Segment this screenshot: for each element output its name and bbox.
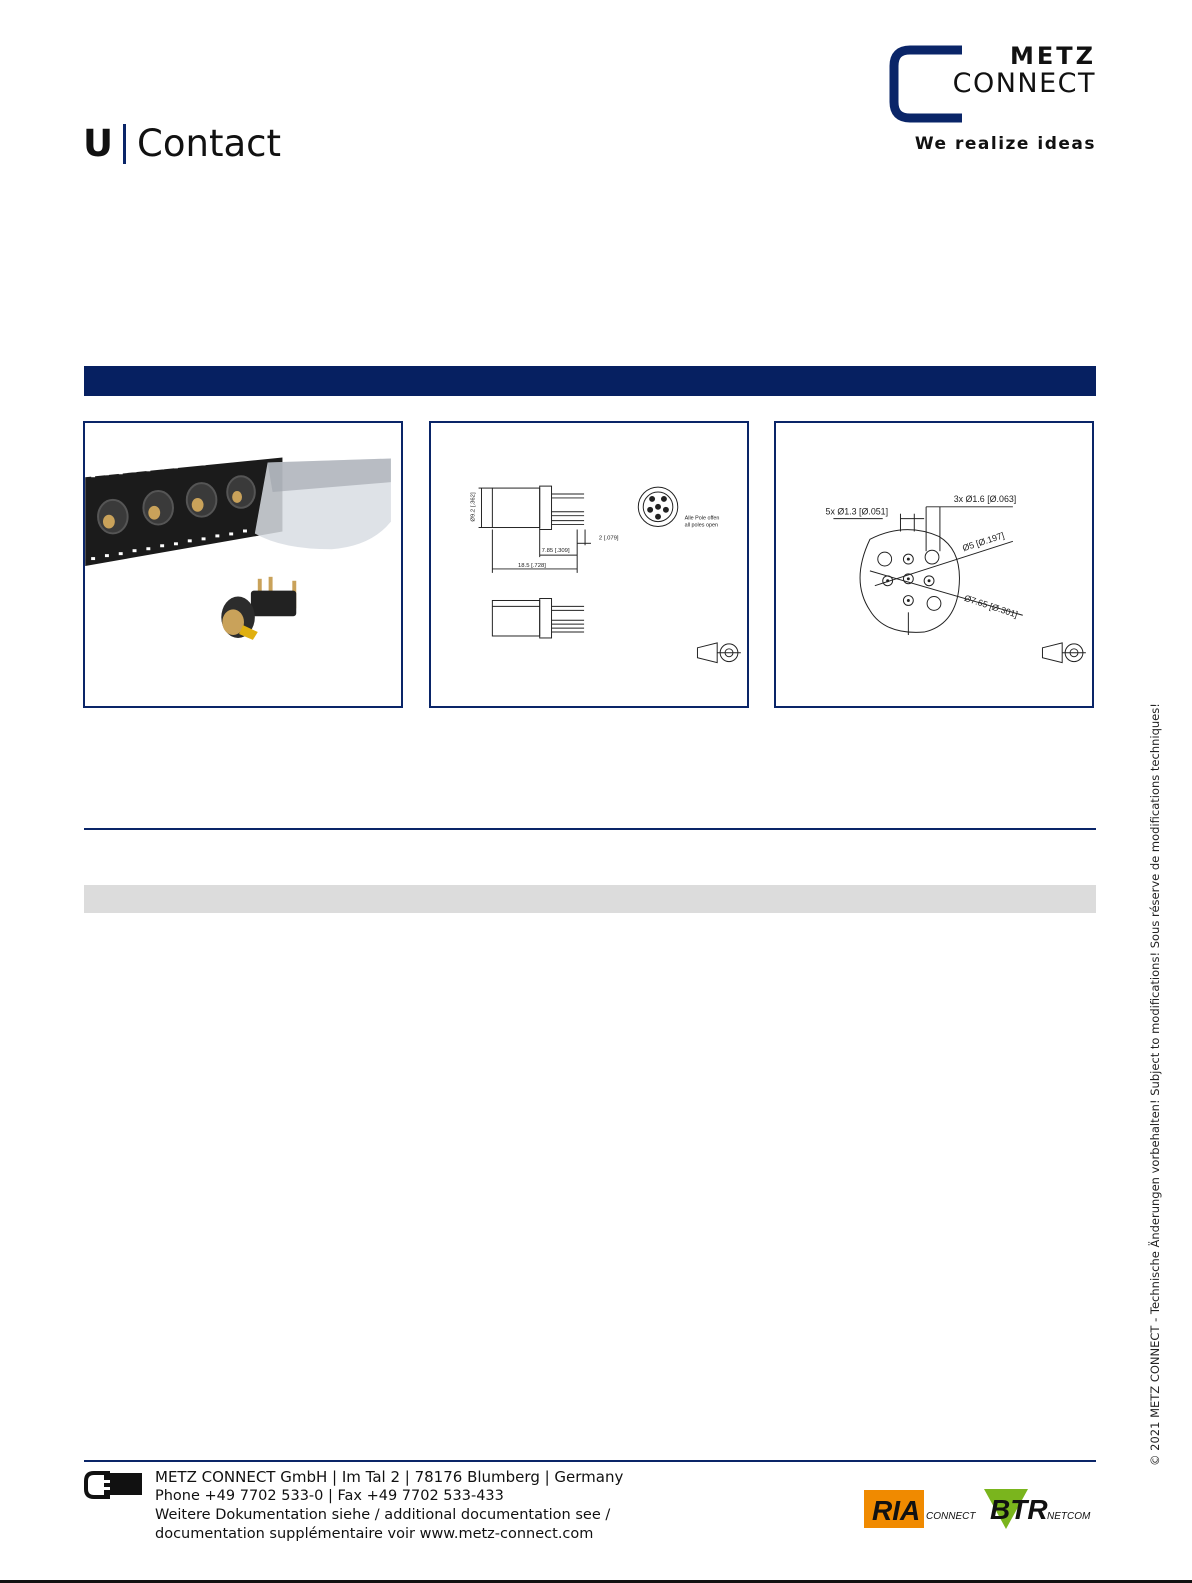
logo-connect: CONNECT	[952, 68, 1096, 99]
dimension-drawing	[431, 423, 747, 706]
brand-word: Contact	[137, 122, 281, 165]
product-photo	[85, 423, 401, 706]
ria-logo-text: RIA	[872, 1495, 921, 1526]
footer-docs-fr-prefix: documentation supplémentaire voir	[155, 1526, 420, 1542]
holes-large-label: 3x Ø1.6 [Ø.063]	[953, 493, 1017, 504]
footer-divider	[84, 1460, 1096, 1462]
ria-connect-logo[interactable]	[864, 1490, 976, 1528]
title-separator	[123, 124, 126, 164]
copyright-side-note: © 2021 METZ CONNECT - Technische Änderungen vorbehalten! Subject to modifications! Sous réserve de modifications techniques!	[1148, 703, 1162, 1466]
dim-height-label: Ø9.2 [.362]	[470, 492, 477, 522]
section-header-bar	[84, 366, 1096, 396]
dimension-drawing-panel	[429, 421, 749, 708]
section-divider	[84, 828, 1096, 830]
dim-small-label: 2 [.079]	[598, 535, 619, 542]
btr-logo-text: BTR	[990, 1494, 1048, 1525]
inner-circle-label: Ø5 [Ø.197]	[961, 530, 1006, 554]
partner-logos	[862, 1487, 1098, 1531]
holes-small-label: 5x Ø1.3 [Ø.051]	[825, 506, 889, 517]
ria-logo-sub: CONNECT	[926, 1511, 976, 1522]
poles-note-en: all poles open	[684, 522, 719, 529]
brand-letter: U	[83, 122, 114, 165]
pcb-layout-drawing	[776, 423, 1092, 706]
gray-section-bar	[84, 885, 1096, 913]
metz-connect-logo[interactable]	[888, 42, 1098, 162]
logo-metz: METZ	[1009, 42, 1096, 70]
metz-connect-plug-icon	[84, 1470, 142, 1500]
btr-netcom-logo[interactable]	[984, 1489, 1091, 1529]
product-photo-panel	[83, 421, 403, 708]
footer-company-line: METZ CONNECT GmbH | Im Tal 2 | 78176 Blumberg | Germany	[155, 1468, 624, 1486]
projection-symbol-icon	[697, 643, 740, 663]
footer-docs-fr-line	[155, 1525, 623, 1544]
btr-logo-sub: NETCOM	[1047, 1511, 1091, 1522]
dim-mid-label: 7.85 [.309]	[541, 548, 570, 555]
pcb-layout-panel	[774, 421, 1094, 708]
projection-symbol-icon	[1042, 643, 1085, 663]
footer-address	[155, 1468, 623, 1544]
product-family-title	[83, 122, 281, 165]
logo-tagline: We realize ideas	[914, 134, 1096, 154]
footer-phone-line: Phone +49 7702 533-0 | Fax +49 7702 533-433	[155, 1488, 504, 1504]
outer-circle-label: Ø7.65 [Ø.301]	[962, 592, 1019, 620]
dim-length-label: 18.5 [.728]	[518, 562, 546, 569]
footer-website-link[interactable]: www.metz-connect.com	[419, 1526, 594, 1542]
poles-note-de: Alle Pole offen	[684, 515, 720, 522]
footer-docs-line: Weitere Dokumentation siehe / additional documentation see /	[155, 1507, 611, 1523]
